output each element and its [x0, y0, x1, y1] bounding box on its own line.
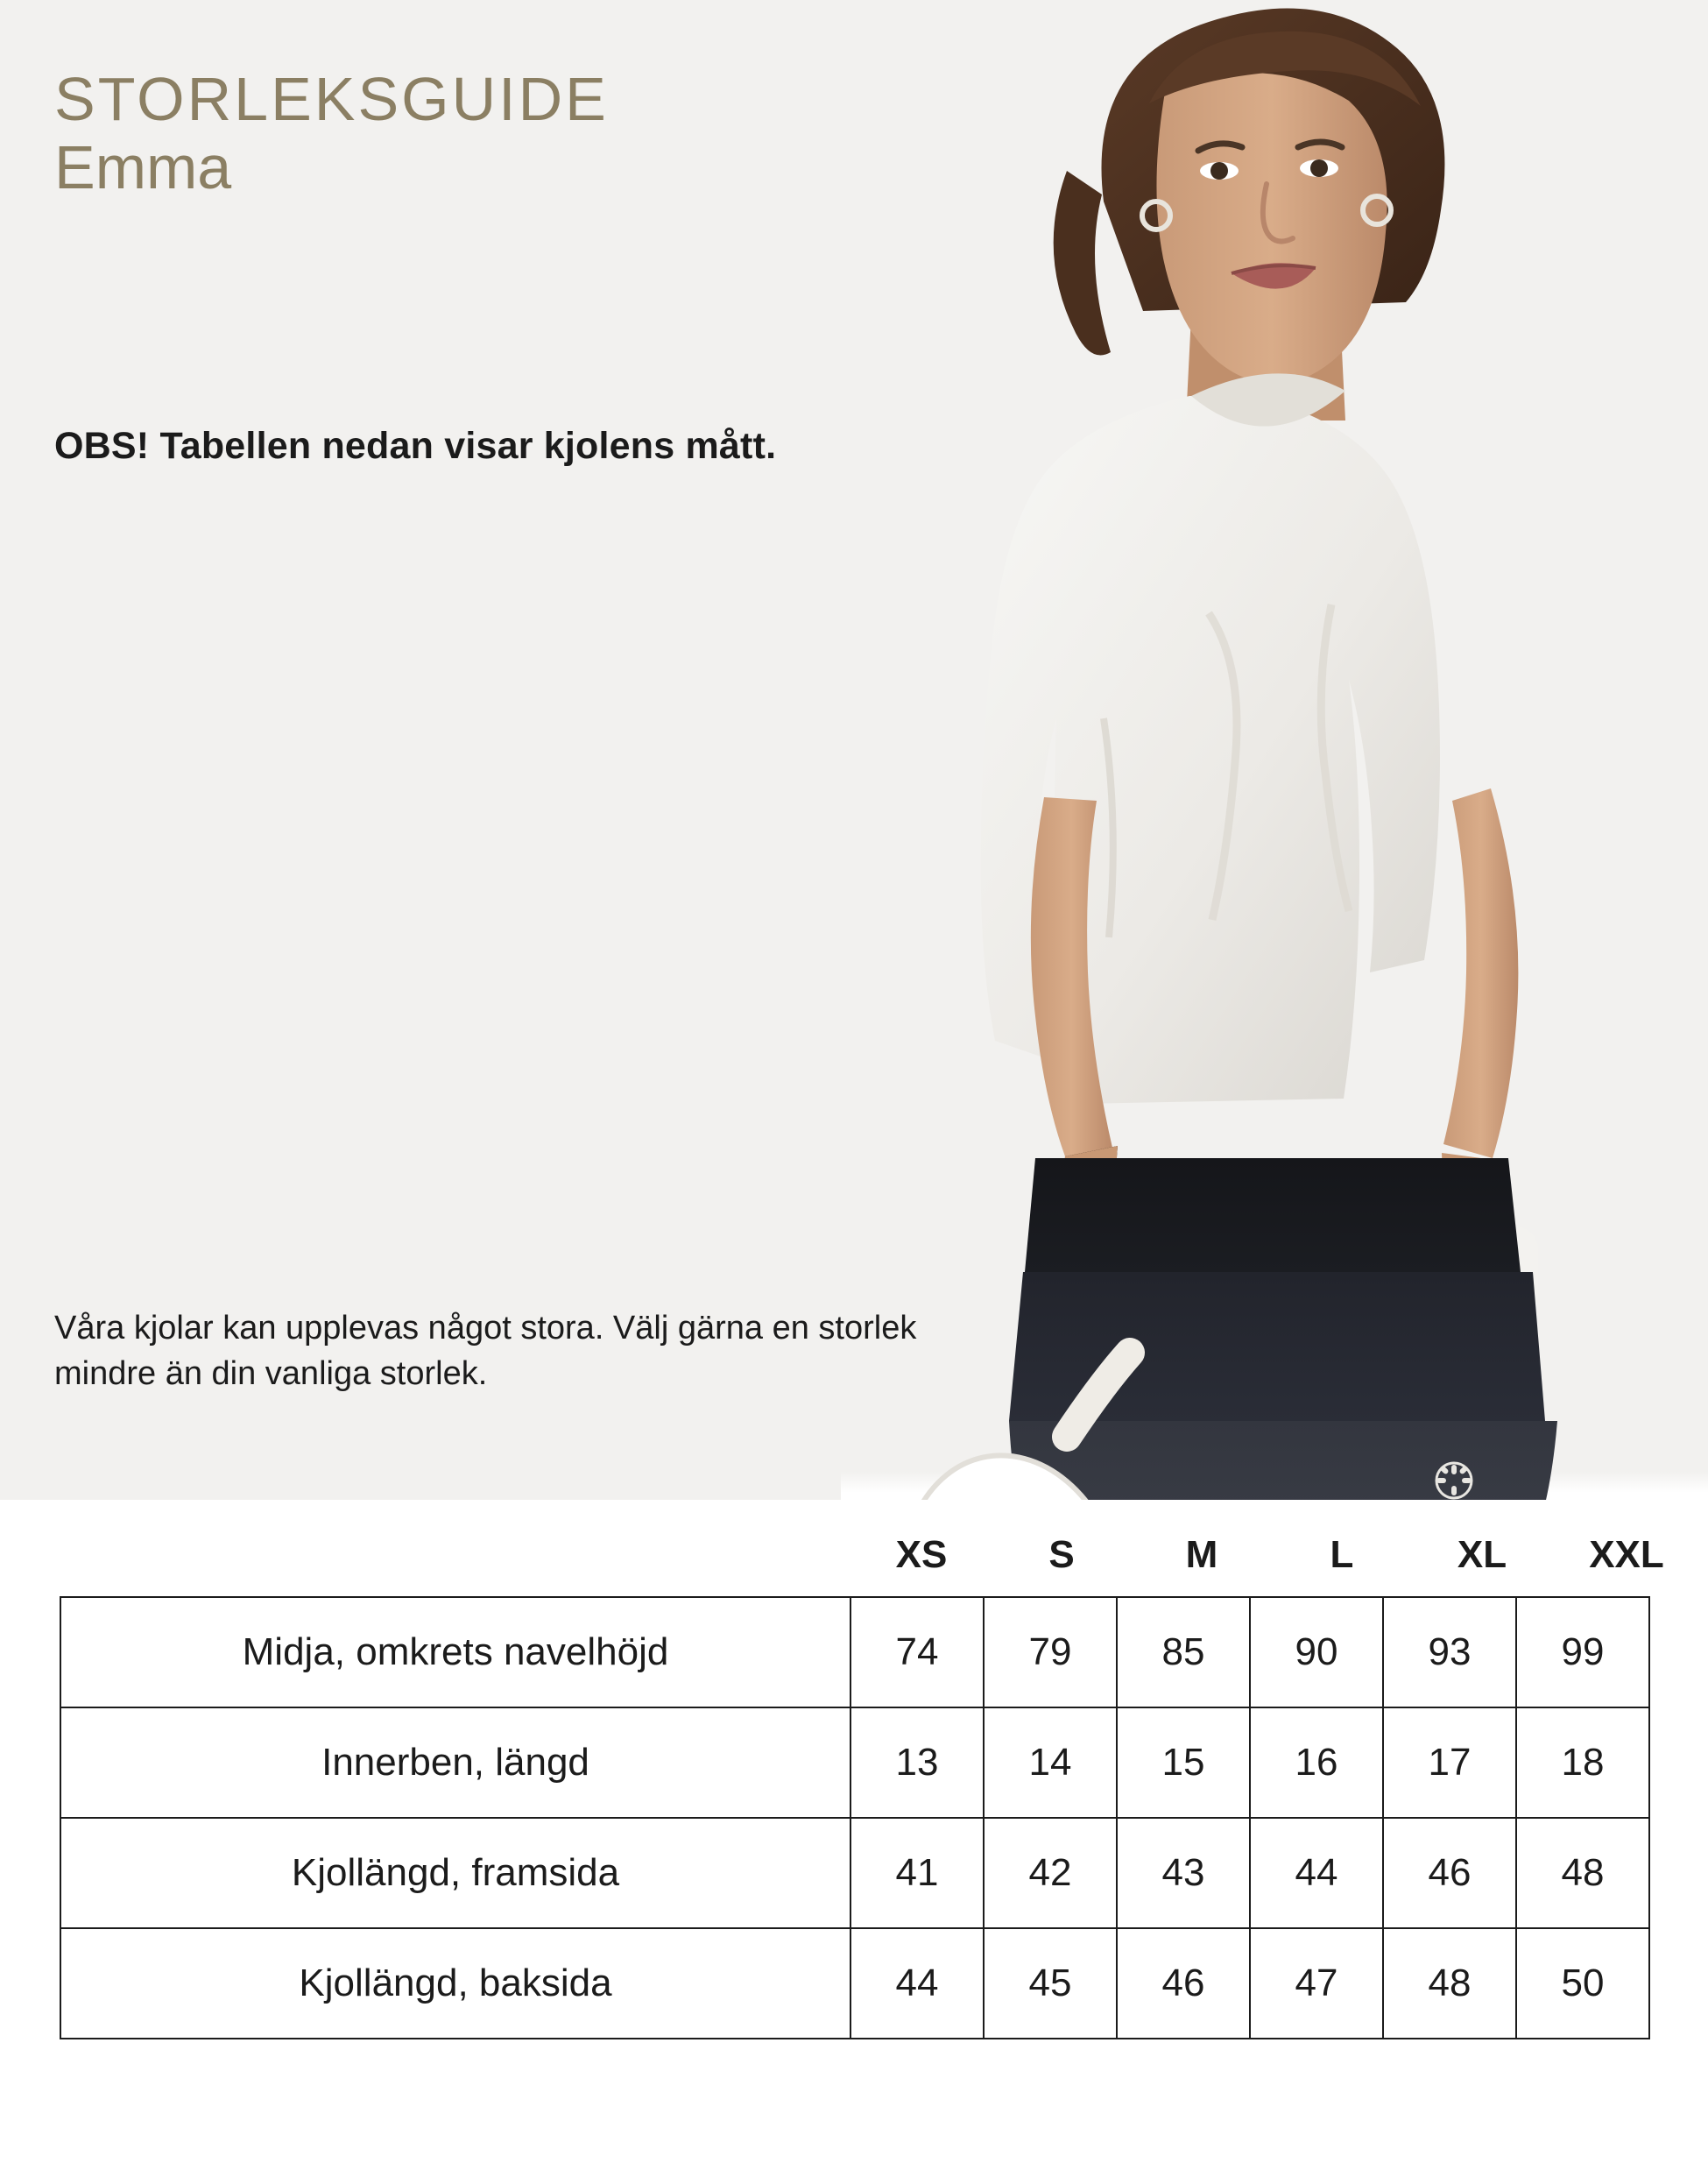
page-title — [54, 65, 930, 207]
cell-xl: 48 — [1383, 1928, 1516, 2039]
title-line-1: STORLEKSGUIDE — [54, 65, 609, 133]
measurements-table — [60, 1596, 1650, 2039]
cell-m: 46 — [1117, 1928, 1250, 2039]
cell-l: 47 — [1250, 1928, 1383, 2039]
cell-l: 90 — [1250, 1597, 1383, 1707]
row-label: Innerben, längd — [60, 1707, 850, 1818]
cell-s: 42 — [984, 1818, 1117, 1928]
table-row — [60, 1707, 1649, 1818]
cell-m: 15 — [1117, 1707, 1250, 1818]
title-line-2: Emma — [54, 133, 232, 201]
size-header-xxl: XXL — [1589, 1533, 1664, 1576]
size-header-s: S — [1048, 1533, 1075, 1576]
table-row — [60, 1928, 1649, 2039]
cell-s: 45 — [984, 1928, 1117, 2039]
table-row — [60, 1818, 1649, 1928]
cell-l: 44 — [1250, 1818, 1383, 1928]
size-header-l: L — [1330, 1533, 1354, 1576]
size-header-m: M — [1185, 1533, 1218, 1576]
table-row — [60, 1597, 1649, 1707]
cell-m: 43 — [1117, 1818, 1250, 1928]
cell-xxl: 18 — [1516, 1707, 1649, 1818]
row-label: Kjollängd, framsida — [60, 1818, 850, 1928]
measurement-note: OBS! Tabellen nedan visar kjolens mått. — [54, 425, 777, 467]
cell-xxl: 48 — [1516, 1818, 1649, 1928]
cell-xl: 46 — [1383, 1818, 1516, 1928]
cell-xxl: 50 — [1516, 1928, 1649, 2039]
row-label: Midja, omkrets navelhöjd — [60, 1597, 850, 1707]
sizing-advice-note: Våra kjolar kan upplevas något stora. Välj gärna en storlek mindre än din vanliga storlek. — [54, 1310, 917, 1393]
size-header-xl: XL — [1457, 1533, 1507, 1576]
cell-xs: 74 — [850, 1597, 984, 1707]
cell-s: 14 — [984, 1707, 1117, 1818]
cell-s: 79 — [984, 1597, 1117, 1707]
cell-xs: 13 — [850, 1707, 984, 1818]
cell-xl: 17 — [1383, 1707, 1516, 1818]
row-label: Kjollängd, baksida — [60, 1928, 850, 2039]
cell-m: 85 — [1117, 1597, 1250, 1707]
cell-xxl: 99 — [1516, 1597, 1649, 1707]
cell-xs: 41 — [850, 1818, 984, 1928]
cell-xs: 44 — [850, 1928, 984, 2039]
cell-xl: 93 — [1383, 1597, 1516, 1707]
size-header-xs: XS — [895, 1533, 948, 1576]
cell-l: 16 — [1250, 1707, 1383, 1818]
size-header-row — [54, 1524, 1664, 1586]
